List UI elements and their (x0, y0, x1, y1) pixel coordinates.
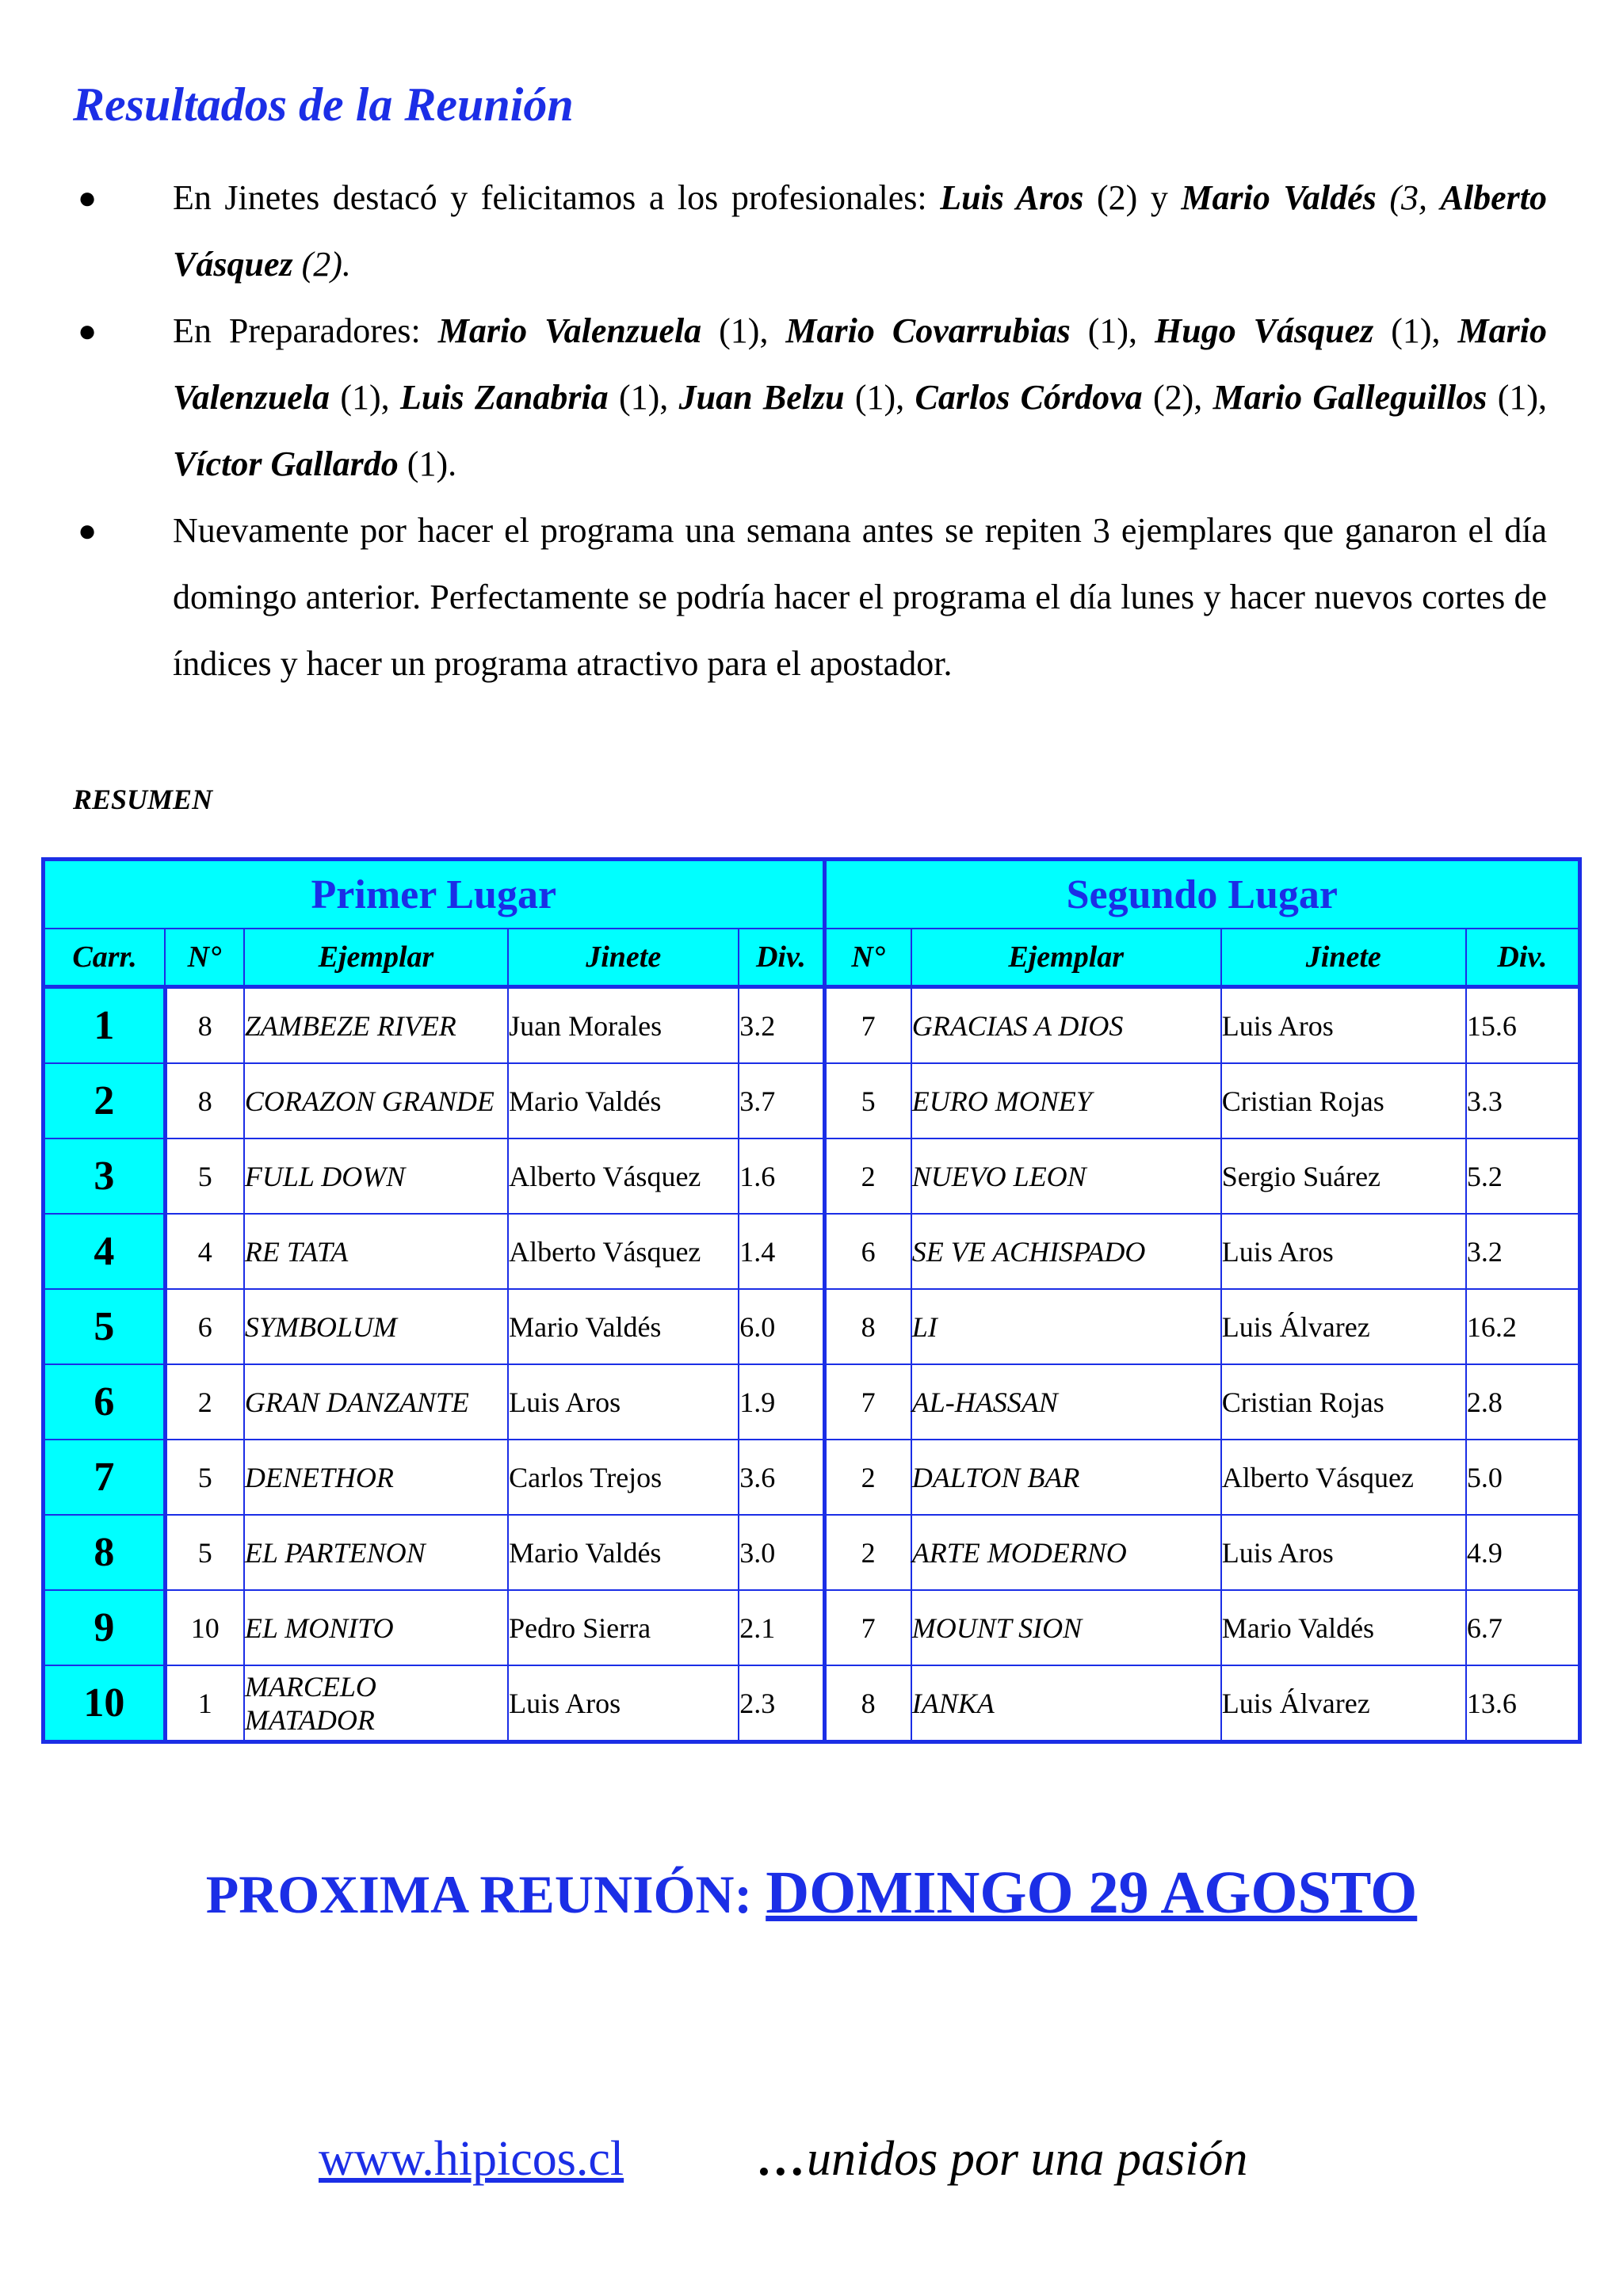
second-number: 8 (824, 1289, 911, 1364)
second-dividend: 3.3 (1466, 1063, 1580, 1138)
race-number: 8 (44, 1515, 166, 1590)
second-jockey: Luis Álvarez (1221, 1289, 1466, 1364)
bullet-dot-icon: ● (78, 180, 97, 215)
trainer-name: Mario Covarrubias (785, 311, 1071, 350)
second-dividend: 2.8 (1466, 1364, 1580, 1440)
race-number: 4 (44, 1214, 166, 1289)
trainer-name: Mario Valenzuela (173, 311, 1547, 417)
first-number: 8 (165, 1063, 244, 1138)
first-jockey: Mario Valdés (508, 1063, 739, 1138)
first-dividend: 1.4 (739, 1214, 824, 1289)
trainer-name: Hugo Vásquez (1155, 311, 1374, 350)
first-dividend: 3.2 (739, 987, 824, 1064)
first-number: 1 (165, 1665, 244, 1742)
race-number: 7 (44, 1440, 166, 1515)
col-div: Div. (1466, 929, 1580, 987)
first-number: 5 (165, 1440, 244, 1515)
trainer-name: Mario Galleguillos (1212, 378, 1487, 417)
second-jockey: Luis Aros (1221, 1214, 1466, 1289)
second-jockey: Cristian Rojas (1221, 1364, 1466, 1440)
second-dividend: 15.6 (1466, 987, 1580, 1064)
second-number: 7 (824, 1590, 911, 1665)
first-number: 6 (165, 1289, 244, 1364)
second-horse: LI (911, 1289, 1221, 1364)
second-horse: ARTE MODERNO (911, 1515, 1221, 1590)
second-number: 6 (824, 1214, 911, 1289)
next-meeting-label: PROXIMA REUNIÓN: (205, 1864, 753, 1924)
second-place-header: Segundo Lugar (824, 860, 1579, 929)
first-jockey: Luis Aros (508, 1364, 739, 1440)
table-row (44, 1440, 1580, 1515)
first-dividend: 3.6 (739, 1440, 824, 1515)
first-horse: EL PARTENON (244, 1515, 508, 1590)
first-dividend: 1.9 (739, 1364, 824, 1440)
next-meeting (0, 1859, 1623, 1928)
race-number: 9 (44, 1590, 166, 1665)
second-horse: GRACIAS A DIOS (911, 987, 1221, 1064)
first-jockey: Juan Morales (508, 987, 739, 1064)
table-row (44, 1289, 1580, 1364)
website-link[interactable]: www.hipicos.cl (319, 2132, 624, 2186)
bullet-jinetes: ● En Jinetes destacó y felicitamos a los profesionales: Luis Aros (2) y Mario Valdés (3, Alberto Vásquez (2). (73, 165, 1547, 298)
col-jockey: Jinete (1221, 929, 1466, 987)
first-jockey: Luis Aros (508, 1665, 739, 1742)
col-num: N° (824, 929, 911, 987)
trainer-name: Mario Valenzuela (437, 311, 702, 350)
race-number: 6 (44, 1364, 166, 1440)
second-dividend: 16.2 (1466, 1289, 1580, 1364)
trainer-name: Carlos Córdova (915, 378, 1143, 417)
first-number: 5 (165, 1515, 244, 1590)
bullet-dot-icon: ● (78, 513, 97, 548)
bullet-dot-icon: ● (78, 313, 97, 349)
second-number: 7 (824, 987, 911, 1064)
trainer-name: Juan Belzu (678, 378, 845, 417)
results-table (41, 857, 1582, 1744)
jockey-name: Mario Valdés (1181, 178, 1377, 217)
second-jockey: Alberto Vásquez (1221, 1440, 1466, 1515)
first-horse: SYMBOLUM (244, 1289, 508, 1364)
second-jockey: Luis Aros (1221, 1515, 1466, 1590)
second-number: 2 (824, 1515, 911, 1590)
first-horse: RE TATA (244, 1214, 508, 1289)
race-number: 10 (44, 1665, 166, 1742)
table-row (44, 1214, 1580, 1289)
second-horse: MOUNT SION (911, 1590, 1221, 1665)
first-place-header: Primer Lugar (44, 860, 825, 929)
first-horse: FULL DOWN (244, 1138, 508, 1214)
col-carr: Carr. (44, 929, 166, 987)
first-dividend: 2.1 (739, 1590, 824, 1665)
second-jockey: Sergio Suárez (1221, 1138, 1466, 1214)
second-number: 2 (824, 1440, 911, 1515)
second-jockey: Luis Aros (1221, 987, 1466, 1064)
second-dividend: 5.0 (1466, 1440, 1580, 1515)
second-dividend: 5.2 (1466, 1138, 1580, 1214)
first-horse: ZAMBEZE RIVER (244, 987, 508, 1064)
first-jockey: Mario Valdés (508, 1515, 739, 1590)
second-horse: IANKA (911, 1665, 1221, 1742)
summary-bullets (73, 165, 1547, 697)
second-dividend: 6.7 (1466, 1590, 1580, 1665)
race-number: 1 (44, 987, 166, 1064)
second-dividend: 4.9 (1466, 1515, 1580, 1590)
col-jockey: Jinete (508, 929, 739, 987)
first-number: 4 (165, 1214, 244, 1289)
second-jockey: Luis Álvarez (1221, 1665, 1466, 1742)
first-horse: EL MONITO (244, 1590, 508, 1665)
tagline: …unidos por una pasión (758, 2132, 1248, 2186)
results-body (44, 987, 1580, 1742)
first-dividend: 3.0 (739, 1515, 824, 1590)
col-horse: Ejemplar (911, 929, 1221, 987)
second-horse: SE VE ACHISPADO (911, 1214, 1221, 1289)
second-horse: DALTON BAR (911, 1440, 1221, 1515)
second-number: 7 (824, 1364, 911, 1440)
second-horse: AL-HASSAN (911, 1364, 1221, 1440)
second-number: 8 (824, 1665, 911, 1742)
second-horse: EURO MONEY (911, 1063, 1221, 1138)
first-dividend: 2.3 (739, 1665, 824, 1742)
table-row (44, 1364, 1580, 1440)
next-meeting-date: DOMINGO 29 AGOSTO (766, 1859, 1418, 1926)
first-horse: CORAZON GRANDE (244, 1063, 508, 1138)
race-number: 5 (44, 1289, 166, 1364)
first-jockey: Carlos Trejos (508, 1440, 739, 1515)
first-jockey: Pedro Sierra (508, 1590, 739, 1665)
second-dividend: 13.6 (1466, 1665, 1580, 1742)
trainer-name: Luis Zanabria (399, 378, 609, 417)
second-number: 2 (824, 1138, 911, 1214)
first-horse: GRAN DANZANTE (244, 1364, 508, 1440)
first-number: 5 (165, 1138, 244, 1214)
second-jockey: Cristian Rojas (1221, 1063, 1466, 1138)
first-jockey: Alberto Vásquez (508, 1138, 739, 1214)
first-horse: MARCELO MATADOR (244, 1665, 508, 1742)
first-dividend: 3.7 (739, 1063, 824, 1138)
table-row (44, 987, 1580, 1064)
race-number: 2 (44, 1063, 166, 1138)
resumen-label: RESUMEN (73, 784, 213, 815)
jockey-name: Alberto Vásquez (173, 178, 1547, 284)
bullet-preparadores: ● En Preparadores: Mario Valenzuela (1), Mario Covarrubias (1), Hugo Vásquez (1), Mario Valenzuela (1), Luis Zanabria (1), Juan Belzu (1), Carlos Córdova (2), Mario Galleguillos (1), Víctor Gallardo (1). (73, 298, 1547, 498)
table-row (44, 1665, 1580, 1742)
col-div: Div. (739, 929, 824, 987)
first-dividend: 1.6 (739, 1138, 824, 1214)
trainer-name: Víctor Gallardo (173, 444, 399, 483)
col-horse: Ejemplar (244, 929, 508, 987)
first-number: 2 (165, 1364, 244, 1440)
first-number: 10 (165, 1590, 244, 1665)
second-dividend: 3.2 (1466, 1214, 1580, 1289)
race-number: 3 (44, 1138, 166, 1214)
table-row (44, 1515, 1580, 1590)
second-number: 5 (824, 1063, 911, 1138)
first-dividend: 6.0 (739, 1289, 824, 1364)
table-row (44, 1063, 1580, 1138)
first-jockey: Mario Valdés (508, 1289, 739, 1364)
jockey-name: Luis Aros (940, 178, 1084, 217)
table-row (44, 1590, 1580, 1665)
first-jockey: Alberto Vásquez (508, 1214, 739, 1289)
col-num: N° (165, 929, 244, 987)
table-row (44, 1138, 1580, 1214)
first-number: 8 (165, 987, 244, 1064)
second-jockey: Mario Valdés (1221, 1590, 1466, 1665)
bullet-programa: ● Nuevamente por hacer el programa una semana antes se repiten 3 ejemplares que ganaron el día domingo anterior. Perfectamente se podría hacer el programa el día lunes y hacer nuevos cortes de índices y hacer un programa atractivo para el apostador. (73, 498, 1547, 697)
page-title: Resultados de la Reunión (73, 78, 574, 131)
first-horse: DENETHOR (244, 1440, 508, 1515)
second-horse: NUEVO LEON (911, 1138, 1221, 1214)
